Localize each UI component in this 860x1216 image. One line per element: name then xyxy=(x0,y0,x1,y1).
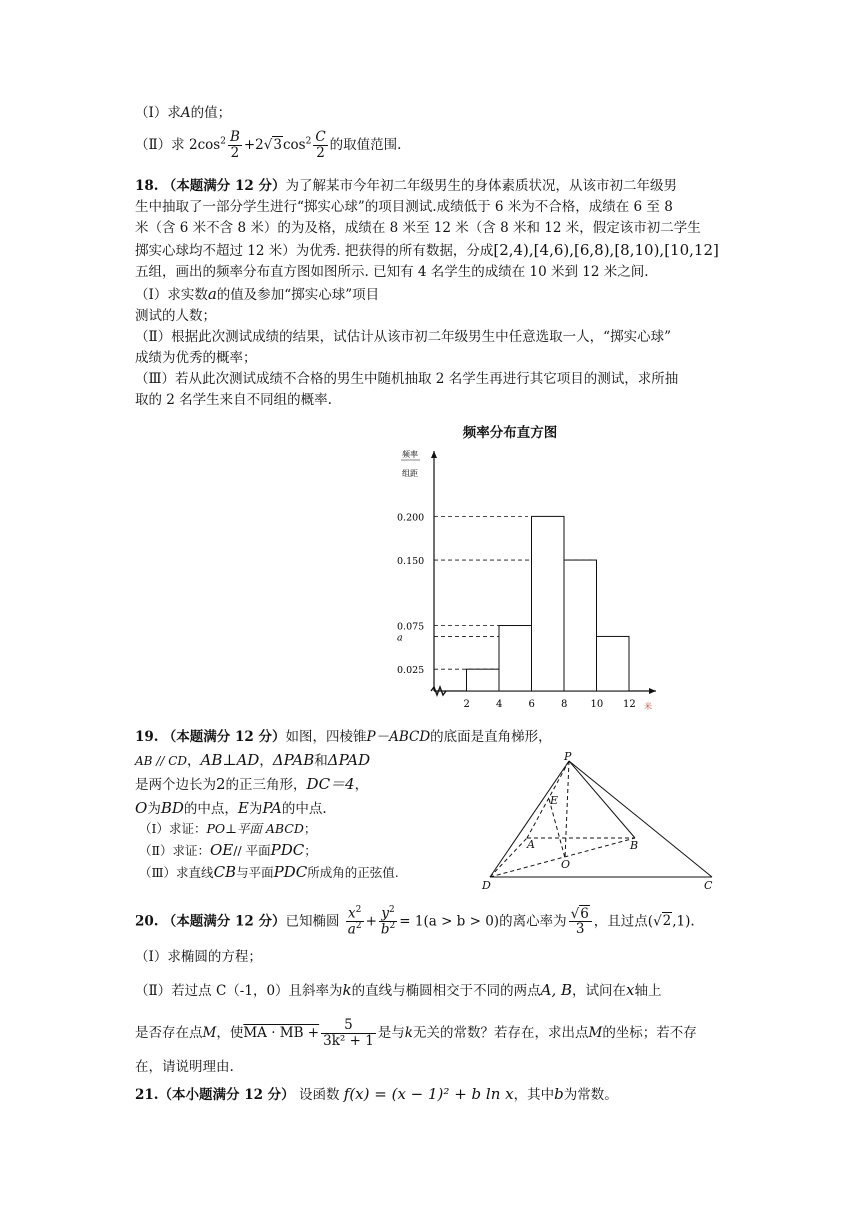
q17-part2-prefix: （Ⅱ）求 xyxy=(135,136,185,153)
q19-score: （本题满分 12 分） xyxy=(162,729,286,745)
q20-frac-e xyxy=(569,907,592,938)
q20-l1-b: 的离心率为 xyxy=(499,913,567,930)
q20-p2-d: 轴上 xyxy=(634,983,662,999)
q17-frac-b xyxy=(228,130,242,161)
q17-part1-prefix: （Ⅰ）求 xyxy=(135,105,181,121)
y-label-top: 频率 xyxy=(402,450,418,459)
q19-p2-c: // 平面 xyxy=(233,843,271,858)
q19-p2-oe: OE xyxy=(210,841,234,859)
q20-p2-ab: A, B xyxy=(540,981,573,999)
q18-number: 18. xyxy=(135,178,159,194)
q20-x: x xyxy=(348,905,356,922)
q20-b: b xyxy=(380,921,390,938)
q19-pa: PA xyxy=(262,799,282,817)
histogram-bar-3 xyxy=(564,560,597,691)
q20-frac-y-den xyxy=(379,922,397,937)
q17-frac-c xyxy=(313,130,327,161)
q20-point-root: 2 xyxy=(662,913,672,930)
q20-y-sq: 2 xyxy=(389,905,395,915)
q19-line4 xyxy=(135,798,327,820)
q19-p2-e: ； xyxy=(304,843,317,858)
q19-l4-h: 的中点. xyxy=(281,801,327,817)
q17-cos-a: 2cos xyxy=(188,136,221,153)
q20-p3-d: 无关的常数？若存在，求出点 xyxy=(412,1024,589,1041)
q20-e-den: 3 xyxy=(575,921,585,938)
q20-number: 20. xyxy=(135,913,159,930)
pyramid-figure xyxy=(475,752,735,894)
q20-part2-cont xyxy=(135,1018,697,1049)
q21-l1-a: 设函数 xyxy=(298,1087,340,1103)
q20-l1-d: . xyxy=(690,913,695,930)
q17-part1-end: 的值； xyxy=(190,105,232,121)
q17-part2-end: 的取值范围. xyxy=(329,136,402,153)
q19-line2 xyxy=(135,750,370,772)
q20-p3-k: k xyxy=(404,1024,413,1041)
q20-p3-m: M xyxy=(202,1024,217,1041)
x-tick-label-4: 10 xyxy=(590,699,604,710)
q17-var-a: A xyxy=(180,105,191,121)
q19-tri-pad: ΔPAD xyxy=(327,751,371,769)
q19-tri-pab: ΔPAB xyxy=(272,751,315,769)
q19-part1 xyxy=(139,820,316,838)
chart-title: 频率分布直方图 xyxy=(462,425,558,441)
y-tick-label-3: 0.150 xyxy=(397,556,425,568)
q20-p3-num: 5 xyxy=(321,1018,376,1034)
q20-frac-x-den xyxy=(346,922,364,937)
q20-point-close: ,1) xyxy=(672,913,691,930)
q18-part3-b: 取的 2 名学生来自不同组的概率. xyxy=(135,391,332,408)
q20-part1: （Ⅰ）求椭圆的方程； xyxy=(135,949,262,965)
label-o: O xyxy=(561,858,571,871)
q19-p3-e: 所成角的正弦值. xyxy=(307,865,399,880)
edge-pc xyxy=(569,761,712,877)
q19-dc: DC＝4 xyxy=(306,775,355,793)
q21-number: 21. xyxy=(135,1087,159,1103)
edge-da xyxy=(490,838,527,877)
q20-part2 xyxy=(135,980,662,1002)
q17-part1 xyxy=(135,104,231,124)
q19-part2 xyxy=(139,840,317,862)
q20-e-root: 6 xyxy=(580,905,589,922)
q20-frac-x xyxy=(346,906,364,938)
q18-part1-a: （Ⅰ）求实数 xyxy=(135,286,208,303)
q20-b-sq: 2 xyxy=(389,921,396,932)
label-b: B xyxy=(630,839,639,852)
q17-sq1: 2 xyxy=(220,136,226,147)
label-d: D xyxy=(482,879,491,892)
edge-pa xyxy=(527,761,569,838)
q19-o: O xyxy=(135,799,148,817)
q19-l3-a: 是两个边长为 xyxy=(135,777,216,793)
q19-p2-pdc: PDC xyxy=(270,841,305,859)
q19-line3 xyxy=(135,774,368,796)
q20-p3-vec: MA · MB + xyxy=(243,1024,320,1041)
q17-root: 3 xyxy=(273,136,282,153)
q19-pyramid: P－ABCD xyxy=(366,729,431,745)
q20-p3-c: 是与 xyxy=(377,1024,405,1041)
histogram-chart xyxy=(390,445,665,713)
q20-p2-c: ，试问在 xyxy=(572,983,627,999)
q20-p2-k: k xyxy=(342,981,352,999)
x-axis-arrow xyxy=(649,688,656,694)
q20-y: y xyxy=(381,905,390,922)
histogram-bar-1 xyxy=(499,626,532,691)
q21-var-b: b xyxy=(554,1085,564,1103)
q19-parallel: AB // CD xyxy=(135,754,188,768)
q20-p3-den: 3k² + 1 xyxy=(323,1032,374,1049)
q18-part2-a: （Ⅱ）根据此次测试成绩的结果，试估计从该市初二年级男生中任意选取一人，“掷实心球” xyxy=(135,329,671,346)
q19-perp: AB⊥AD xyxy=(200,751,260,769)
q19-p3-c: 与平面 xyxy=(236,865,274,880)
q19-comma2: ， xyxy=(259,753,273,769)
y-tick-label-1: a xyxy=(397,632,403,644)
x-tick-label-5: 12 xyxy=(623,699,636,710)
q20-point-open: ( xyxy=(647,913,654,930)
q19-p3-cb: CB xyxy=(213,863,237,881)
q20-eq: = 1(a > b > 0) xyxy=(399,913,500,930)
q20-p3-e: 的坐标；若不存 xyxy=(602,1024,697,1041)
q20-a: a xyxy=(347,921,356,938)
q18-line3: 米（含 6 米不含 8 米）的为及格，成绩在 8 米至 12 米（含 8 米和 12 米，假定该市初二学生 xyxy=(135,219,701,236)
segment-oe xyxy=(549,799,565,858)
edge-pb xyxy=(569,761,635,838)
q20-a-sq: 2 xyxy=(355,921,362,932)
q20-p3-frac xyxy=(321,1018,376,1049)
q17-sq2: 2 xyxy=(305,136,312,147)
q20-part2-end: 在，请说明理由. xyxy=(135,1059,234,1075)
q17-frac-b-num: B xyxy=(229,129,240,145)
q20-p3-a: 是否存在点 xyxy=(135,1024,203,1041)
q21-l1-c: 为常数。 xyxy=(563,1087,618,1103)
q17-frac-c-den: 2 xyxy=(316,144,325,161)
q17-frac-c-num: C xyxy=(315,129,326,145)
q18-score: （本题满分 12 分） xyxy=(162,178,286,194)
q19-p1-b: PO⊥平面 ABCD xyxy=(206,821,304,836)
x-tick-label-2: 6 xyxy=(528,699,535,710)
label-e: E xyxy=(550,794,559,807)
q18-var-a: a xyxy=(207,284,217,303)
q19-comma1: ， xyxy=(187,753,201,769)
q19-p1-c: ； xyxy=(303,821,317,836)
q19-l1-end: 的底面是直角梯形， xyxy=(430,729,552,745)
label-p: P xyxy=(564,752,572,763)
q17-cos-b: cos xyxy=(282,136,306,153)
q20-frac-x-num xyxy=(346,906,364,922)
x-tick-label-3: 8 xyxy=(561,699,568,710)
q21-score: （本小题满分 12 分） xyxy=(158,1087,295,1103)
segment-po xyxy=(565,761,569,858)
histogram-bar-0 xyxy=(467,669,500,691)
q19-number: 19. xyxy=(135,729,159,745)
q20-l1-a: 已知椭圆 xyxy=(285,913,340,930)
q18-line4: 掷实心球均不超过 12 米）为优秀. 把获得的所有数据，分成 xyxy=(135,242,494,259)
histogram-bar-2 xyxy=(532,516,565,691)
q20-p3-b: ，使 xyxy=(216,1024,244,1041)
q19-e: E xyxy=(237,799,249,817)
q17-part2: （Ⅱ）求 $2\cos^2$ $\frac{B}{2}$ $+2√3\cos^2$ $\frac{C}{2}$ 的取值范围. xyxy=(135,129,402,161)
q21-l1-b: ，其中 xyxy=(513,1087,555,1103)
q18-part1-c: 测试的人数； xyxy=(135,308,216,325)
q21-line1 xyxy=(135,1084,618,1106)
label-a: A xyxy=(527,838,535,851)
q19-p3-a: （Ⅲ）求直线 xyxy=(139,865,214,880)
q21-function: f(x) = (x − 1)² + b ln x xyxy=(343,1085,514,1103)
q20-frac-y xyxy=(379,906,397,938)
q19-bd: BD xyxy=(160,799,184,817)
q20-line1: 20. （本题满分 12 分）已知椭圆 $\frac{x^2}{a^2}$ + $\frac{y^2}{b^2}$ = 1(a > b > 0)的离心率为 $\frac{√6}{3}$ ，且过点(√2,1). xyxy=(135,905,695,938)
q18-line1: 为了解某市今年初二年级男生的身体素质状况，从该市初二年级男 xyxy=(285,178,677,194)
q20-p2-a: （Ⅱ）若过点 C（-1，0）且斜率为 xyxy=(135,983,343,999)
q19-p3-pdc: PDC xyxy=(273,863,308,881)
q19-p1-a: （Ⅰ）求证： xyxy=(139,821,207,836)
y-label-bottom: 组距 xyxy=(402,469,418,478)
q20-p2-b: 的直线与椭圆相交于不同的两点 xyxy=(351,983,541,999)
x-axis-unit: 米 xyxy=(644,702,652,711)
q19-l1-a: 如图，四棱锥 xyxy=(285,729,367,745)
y-axis-arrow xyxy=(431,451,437,458)
q17-plus: +2 xyxy=(243,136,264,153)
x-tick-label-0: 2 xyxy=(463,699,470,710)
q17-frac-b-den: 2 xyxy=(230,144,240,161)
q19-side-len: 2 xyxy=(216,775,226,793)
q20-l1-c: ，且过点 xyxy=(593,913,648,930)
edge-pd xyxy=(490,761,569,877)
y-tick-label-2: 0.075 xyxy=(397,621,425,633)
q18-part1-b: 的值及参加“掷实心球”项目 xyxy=(216,286,380,303)
q18-intervals: [2,4),[4,6),[6,8),[8,10),[10,12] xyxy=(493,240,719,259)
q19-line1 xyxy=(135,728,552,748)
x-tick-label-1: 4 xyxy=(496,699,503,710)
q19-and: 和 xyxy=(314,753,328,769)
q18-body xyxy=(135,176,735,411)
q20-frac-e-num: √6 xyxy=(569,907,592,923)
q19-p2-a: （Ⅱ）求证： xyxy=(139,843,210,858)
q20-p3-m2: M xyxy=(588,1024,603,1041)
q20-p2-x: x xyxy=(626,981,635,999)
q18-line2: 生中抽取了一部分学生进行“掷实心球”的项目测试.成绩低于 6 米为不合格，成绩在 6 至 8 xyxy=(135,198,673,215)
y-tick-label-4: 0.200 xyxy=(397,512,425,524)
q19-l4-d: 的中点， xyxy=(183,801,238,817)
histogram-bar-4 xyxy=(597,636,630,691)
q20-x-sq: 2 xyxy=(355,905,362,915)
q20-score: （本题满分 12 分） xyxy=(162,913,286,930)
q20-frac-y-num xyxy=(379,906,397,922)
q18-line5: 五组，画出的频率分布直方图如图所示. 已知有 4 名学生的成绩在 10 米到 12 米之间. xyxy=(135,264,649,281)
q18-part2-b: 成绩为优秀的概率； xyxy=(135,350,257,367)
label-c: C xyxy=(704,879,713,892)
q19-l4-f: 为 xyxy=(248,801,263,817)
y-tick-label-0: 0.025 xyxy=(397,665,425,677)
q18-part3-a: （Ⅲ）若从此次测试成绩不合格的男生中随机抽取 2 名学生再进行其它项目的测试，求所抽 xyxy=(135,370,679,387)
q19-part3 xyxy=(139,862,399,884)
q19-l4-b: 为 xyxy=(147,801,161,817)
q19-l3-e: ， xyxy=(354,777,369,793)
q19-l3-c: 的正三角形， xyxy=(225,777,307,793)
